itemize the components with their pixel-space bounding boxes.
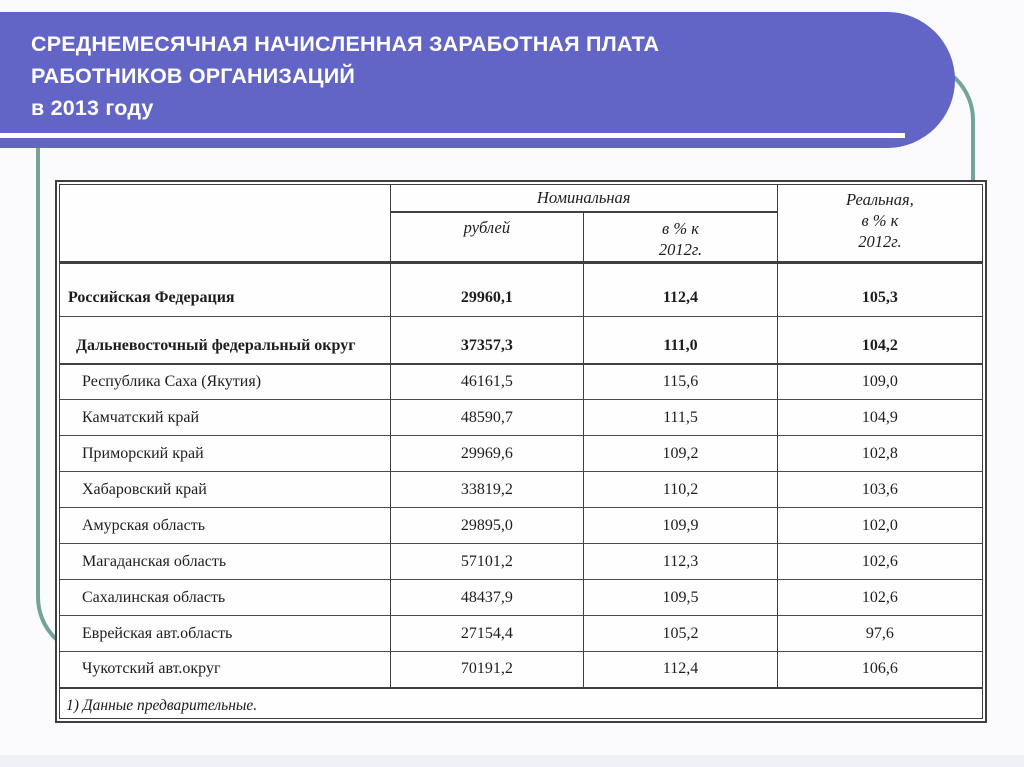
- rubles-cell: 29895,0: [390, 508, 584, 544]
- rubles-cell: 29969,6: [390, 436, 584, 472]
- table-row: [60, 364, 982, 400]
- nominal-pct-cell: 111,5: [584, 400, 778, 436]
- slide-title: [31, 28, 865, 124]
- region-cell: Камчатский край: [60, 400, 390, 436]
- nominal-pct-cell: 112,4: [584, 263, 778, 317]
- header-real-line-3: 2012г.: [858, 232, 902, 251]
- rubles-cell: 33819,2: [390, 472, 584, 508]
- real-pct-cell: 102,6: [777, 580, 982, 616]
- real-pct-cell: 103,6: [777, 472, 982, 508]
- title-banner: [0, 12, 955, 148]
- footnote-row: [60, 688, 982, 724]
- rubles-cell: 37357,3: [390, 317, 584, 364]
- region-cell: Республика Саха (Якутия): [60, 364, 390, 400]
- nominal-pct-cell: 109,2: [584, 436, 778, 472]
- wage-table: [60, 185, 982, 724]
- nominal-pct-cell: 111,0: [584, 317, 778, 364]
- real-pct-cell: 97,6: [777, 616, 982, 652]
- region-cell: Приморский край: [60, 436, 390, 472]
- rubles-cell: 46161,5: [390, 364, 584, 400]
- region-cell: Дальневосточный федеральный округ: [60, 317, 390, 364]
- wage-table-inner-frame: [59, 184, 983, 719]
- table-row: [60, 580, 982, 616]
- rubles-cell: 48437,9: [390, 580, 584, 616]
- rubles-cell: 48590,7: [390, 400, 584, 436]
- rubles-cell: 57101,2: [390, 544, 584, 580]
- nominal-pct-cell: 109,5: [584, 580, 778, 616]
- nominal-pct-cell: 109,9: [584, 508, 778, 544]
- table-row: [60, 436, 982, 472]
- header-nominal-pct: [584, 212, 778, 263]
- real-pct-cell: 109,0: [777, 364, 982, 400]
- title-line-2: РАБОТНИКОВ ОРГАНИЗАЦИЙ: [31, 64, 356, 88]
- table-row: [60, 616, 982, 652]
- region-cell: Чукотский авт.округ: [60, 652, 390, 688]
- table-row: [60, 472, 982, 508]
- nominal-pct-cell: 112,3: [584, 544, 778, 580]
- real-pct-cell: 104,9: [777, 400, 982, 436]
- real-pct-cell: 106,6: [777, 652, 982, 688]
- region-cell: Магаданская область: [60, 544, 390, 580]
- rubles-cell: 27154,4: [390, 616, 584, 652]
- slide-bottom-strip: [0, 755, 1024, 767]
- header-rubles: рублей: [390, 212, 584, 263]
- table-row: [60, 400, 982, 436]
- header-real-line-1: Реальная,: [846, 190, 914, 209]
- banner-underline: [0, 133, 905, 138]
- table-row: [60, 317, 982, 364]
- rubles-cell: 29960,1: [390, 263, 584, 317]
- table-row: [60, 263, 982, 317]
- rubles-cell: 70191,2: [390, 652, 584, 688]
- header-region-empty: [60, 185, 390, 263]
- table-row: [60, 652, 982, 688]
- real-pct-cell: 102,8: [777, 436, 982, 472]
- header-real-line-2: в % к: [861, 211, 899, 230]
- header-pct-line-1: в % к: [662, 219, 699, 238]
- region-cell: Российская Федерация: [60, 263, 390, 317]
- title-line-1: СРЕДНЕМЕСЯЧНАЯ НАЧИСЛЕННАЯ ЗАРАБОТНАЯ ПЛАТА: [31, 32, 660, 56]
- region-cell: Амурская область: [60, 508, 390, 544]
- region-cell: Сахалинская область: [60, 580, 390, 616]
- wage-table-body: [60, 263, 982, 688]
- nominal-pct-cell: 110,2: [584, 472, 778, 508]
- wage-table-frame: [55, 180, 987, 723]
- header-nominal: Номинальная: [390, 185, 777, 212]
- real-pct-cell: 102,0: [777, 508, 982, 544]
- nominal-pct-cell: 115,6: [584, 364, 778, 400]
- footnote: 1) Данные предварительные.: [60, 688, 982, 724]
- header-real: [777, 185, 982, 263]
- title-line-3: в 2013 году: [31, 96, 154, 120]
- real-pct-cell: 102,6: [777, 544, 982, 580]
- region-cell: Хабаровский край: [60, 472, 390, 508]
- nominal-pct-cell: 105,2: [584, 616, 778, 652]
- real-pct-cell: 105,3: [777, 263, 982, 317]
- region-cell: Еврейская авт.область: [60, 616, 390, 652]
- table-header-group-row: [60, 185, 982, 212]
- table-row: [60, 544, 982, 580]
- nominal-pct-cell: 112,4: [584, 652, 778, 688]
- header-pct-line-2: 2012г.: [658, 240, 703, 259]
- real-pct-cell: 104,2: [777, 317, 982, 364]
- table-row: [60, 508, 982, 544]
